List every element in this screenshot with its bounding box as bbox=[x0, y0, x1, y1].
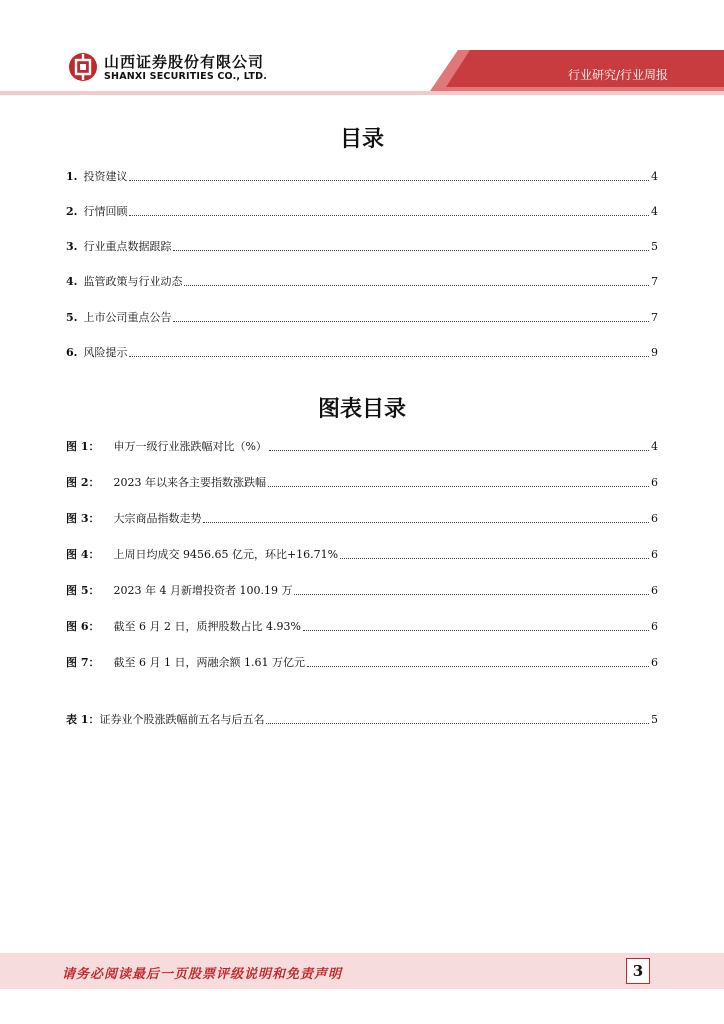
figure-label: 图 4： bbox=[66, 548, 100, 561]
figures-list-title: 图表目录 bbox=[317, 397, 406, 422]
toc-item-label: 监管政策与行业动态 bbox=[83, 275, 183, 288]
toc-item-number: 2. bbox=[66, 205, 78, 218]
toc-item-page: 9 bbox=[651, 346, 658, 359]
toc-item-page: 4 bbox=[651, 205, 658, 218]
dot-leader bbox=[203, 521, 649, 523]
figure-label: 图 6： bbox=[66, 620, 100, 633]
company-name-en: SHANXI SECURITIES CO., LTD. bbox=[104, 71, 268, 82]
toc-item[interactable] bbox=[66, 309, 658, 325]
figure-page: 4 bbox=[651, 440, 658, 453]
company-name-cn: 山西证券股份有限公司 bbox=[104, 53, 265, 71]
toc-item-number: 1. bbox=[66, 170, 78, 183]
figure-list-item[interactable] bbox=[66, 582, 658, 598]
toc-item-label: 投资建议 bbox=[83, 170, 128, 183]
toc-item-label: 行业重点数据跟踪 bbox=[83, 240, 172, 253]
dot-leader bbox=[307, 665, 649, 667]
figure-label: 图 1： bbox=[66, 440, 100, 453]
figure-label: 图 5： bbox=[66, 584, 100, 597]
toc-item-label: 上市公司重点公告 bbox=[83, 311, 172, 324]
dot-leader bbox=[129, 179, 649, 181]
dot-leader bbox=[266, 722, 649, 724]
figure-caption: 截至 6 月 1 日，两融余额 1.61 万亿元 bbox=[113, 656, 305, 669]
table-caption: 证券业个股涨跌幅前五名与后五名 bbox=[99, 713, 265, 726]
toc-item-number: 5. bbox=[66, 311, 78, 324]
toc-item-page: 5 bbox=[651, 240, 658, 253]
figure-list-item[interactable] bbox=[66, 654, 658, 670]
toc-item[interactable] bbox=[66, 344, 658, 360]
toc-item[interactable] bbox=[66, 203, 658, 219]
figure-list-item[interactable] bbox=[66, 618, 658, 634]
toc-item-page: 7 bbox=[651, 275, 658, 288]
figure-page: 6 bbox=[651, 548, 658, 561]
figure-caption: 截至 6 月 2 日，质押股数占比 4.93% bbox=[113, 620, 301, 633]
figure-caption: 2023 年 4 月新增投资者 100.19 万 bbox=[113, 584, 293, 597]
figure-page: 6 bbox=[651, 476, 658, 489]
footer-disclaimer: 请务必阅读最后一页股票评级说明和免责声明 bbox=[62, 967, 343, 982]
toc-item-page: 7 bbox=[651, 311, 658, 324]
toc-item-label: 行情回顾 bbox=[83, 205, 128, 218]
toc-item-page: 4 bbox=[651, 170, 658, 183]
report-category-tag: 行业研究/行业周报 bbox=[567, 68, 668, 82]
toc-item[interactable] bbox=[66, 273, 658, 289]
dot-leader bbox=[129, 214, 649, 216]
dot-leader bbox=[269, 449, 649, 451]
figure-page: 6 bbox=[651, 512, 658, 525]
toc-item[interactable] bbox=[66, 168, 658, 184]
toc-title: 目录 bbox=[339, 127, 384, 152]
toc-item-label: 风险提示 bbox=[83, 346, 128, 359]
figure-label: 图 3： bbox=[66, 512, 100, 525]
figure-page: 6 bbox=[651, 584, 658, 597]
dot-leader bbox=[268, 485, 649, 487]
figure-list-item[interactable] bbox=[66, 474, 658, 490]
figure-page: 6 bbox=[651, 656, 658, 669]
dot-leader bbox=[303, 629, 649, 631]
table-list-item[interactable] bbox=[66, 711, 658, 727]
page-number: 3 bbox=[626, 958, 650, 984]
dot-leader bbox=[184, 284, 649, 286]
dot-leader bbox=[294, 593, 649, 595]
table-label: 表 1： bbox=[66, 713, 100, 726]
toc-item-number: 4. bbox=[66, 275, 78, 288]
company-logo-icon bbox=[68, 52, 98, 82]
toc-item-number: 3. bbox=[66, 240, 78, 253]
dot-leader bbox=[129, 355, 649, 357]
figure-caption: 上周日均成交 9456.65 亿元，环比+16.71% bbox=[113, 548, 339, 561]
figure-caption: 2023 年以来各主要指数涨跌幅 bbox=[113, 476, 266, 489]
figure-caption: 大宗商品指数走势 bbox=[113, 512, 202, 525]
figure-caption: 申万一级行业涨跌幅对比（%） bbox=[113, 440, 267, 453]
dot-leader bbox=[340, 557, 649, 559]
dot-leader bbox=[173, 249, 649, 251]
figure-page: 6 bbox=[651, 620, 658, 633]
table-page: 5 bbox=[651, 713, 658, 726]
figure-list-item[interactable] bbox=[66, 510, 658, 526]
figure-label: 图 7： bbox=[66, 656, 100, 669]
figure-list-item[interactable] bbox=[66, 546, 658, 562]
toc-item-number: 6. bbox=[66, 346, 78, 359]
figure-list-item[interactable] bbox=[66, 438, 658, 454]
figure-label: 图 2： bbox=[66, 476, 100, 489]
header-band bbox=[0, 0, 724, 100]
dot-leader bbox=[173, 320, 649, 322]
toc-item[interactable] bbox=[66, 238, 658, 254]
